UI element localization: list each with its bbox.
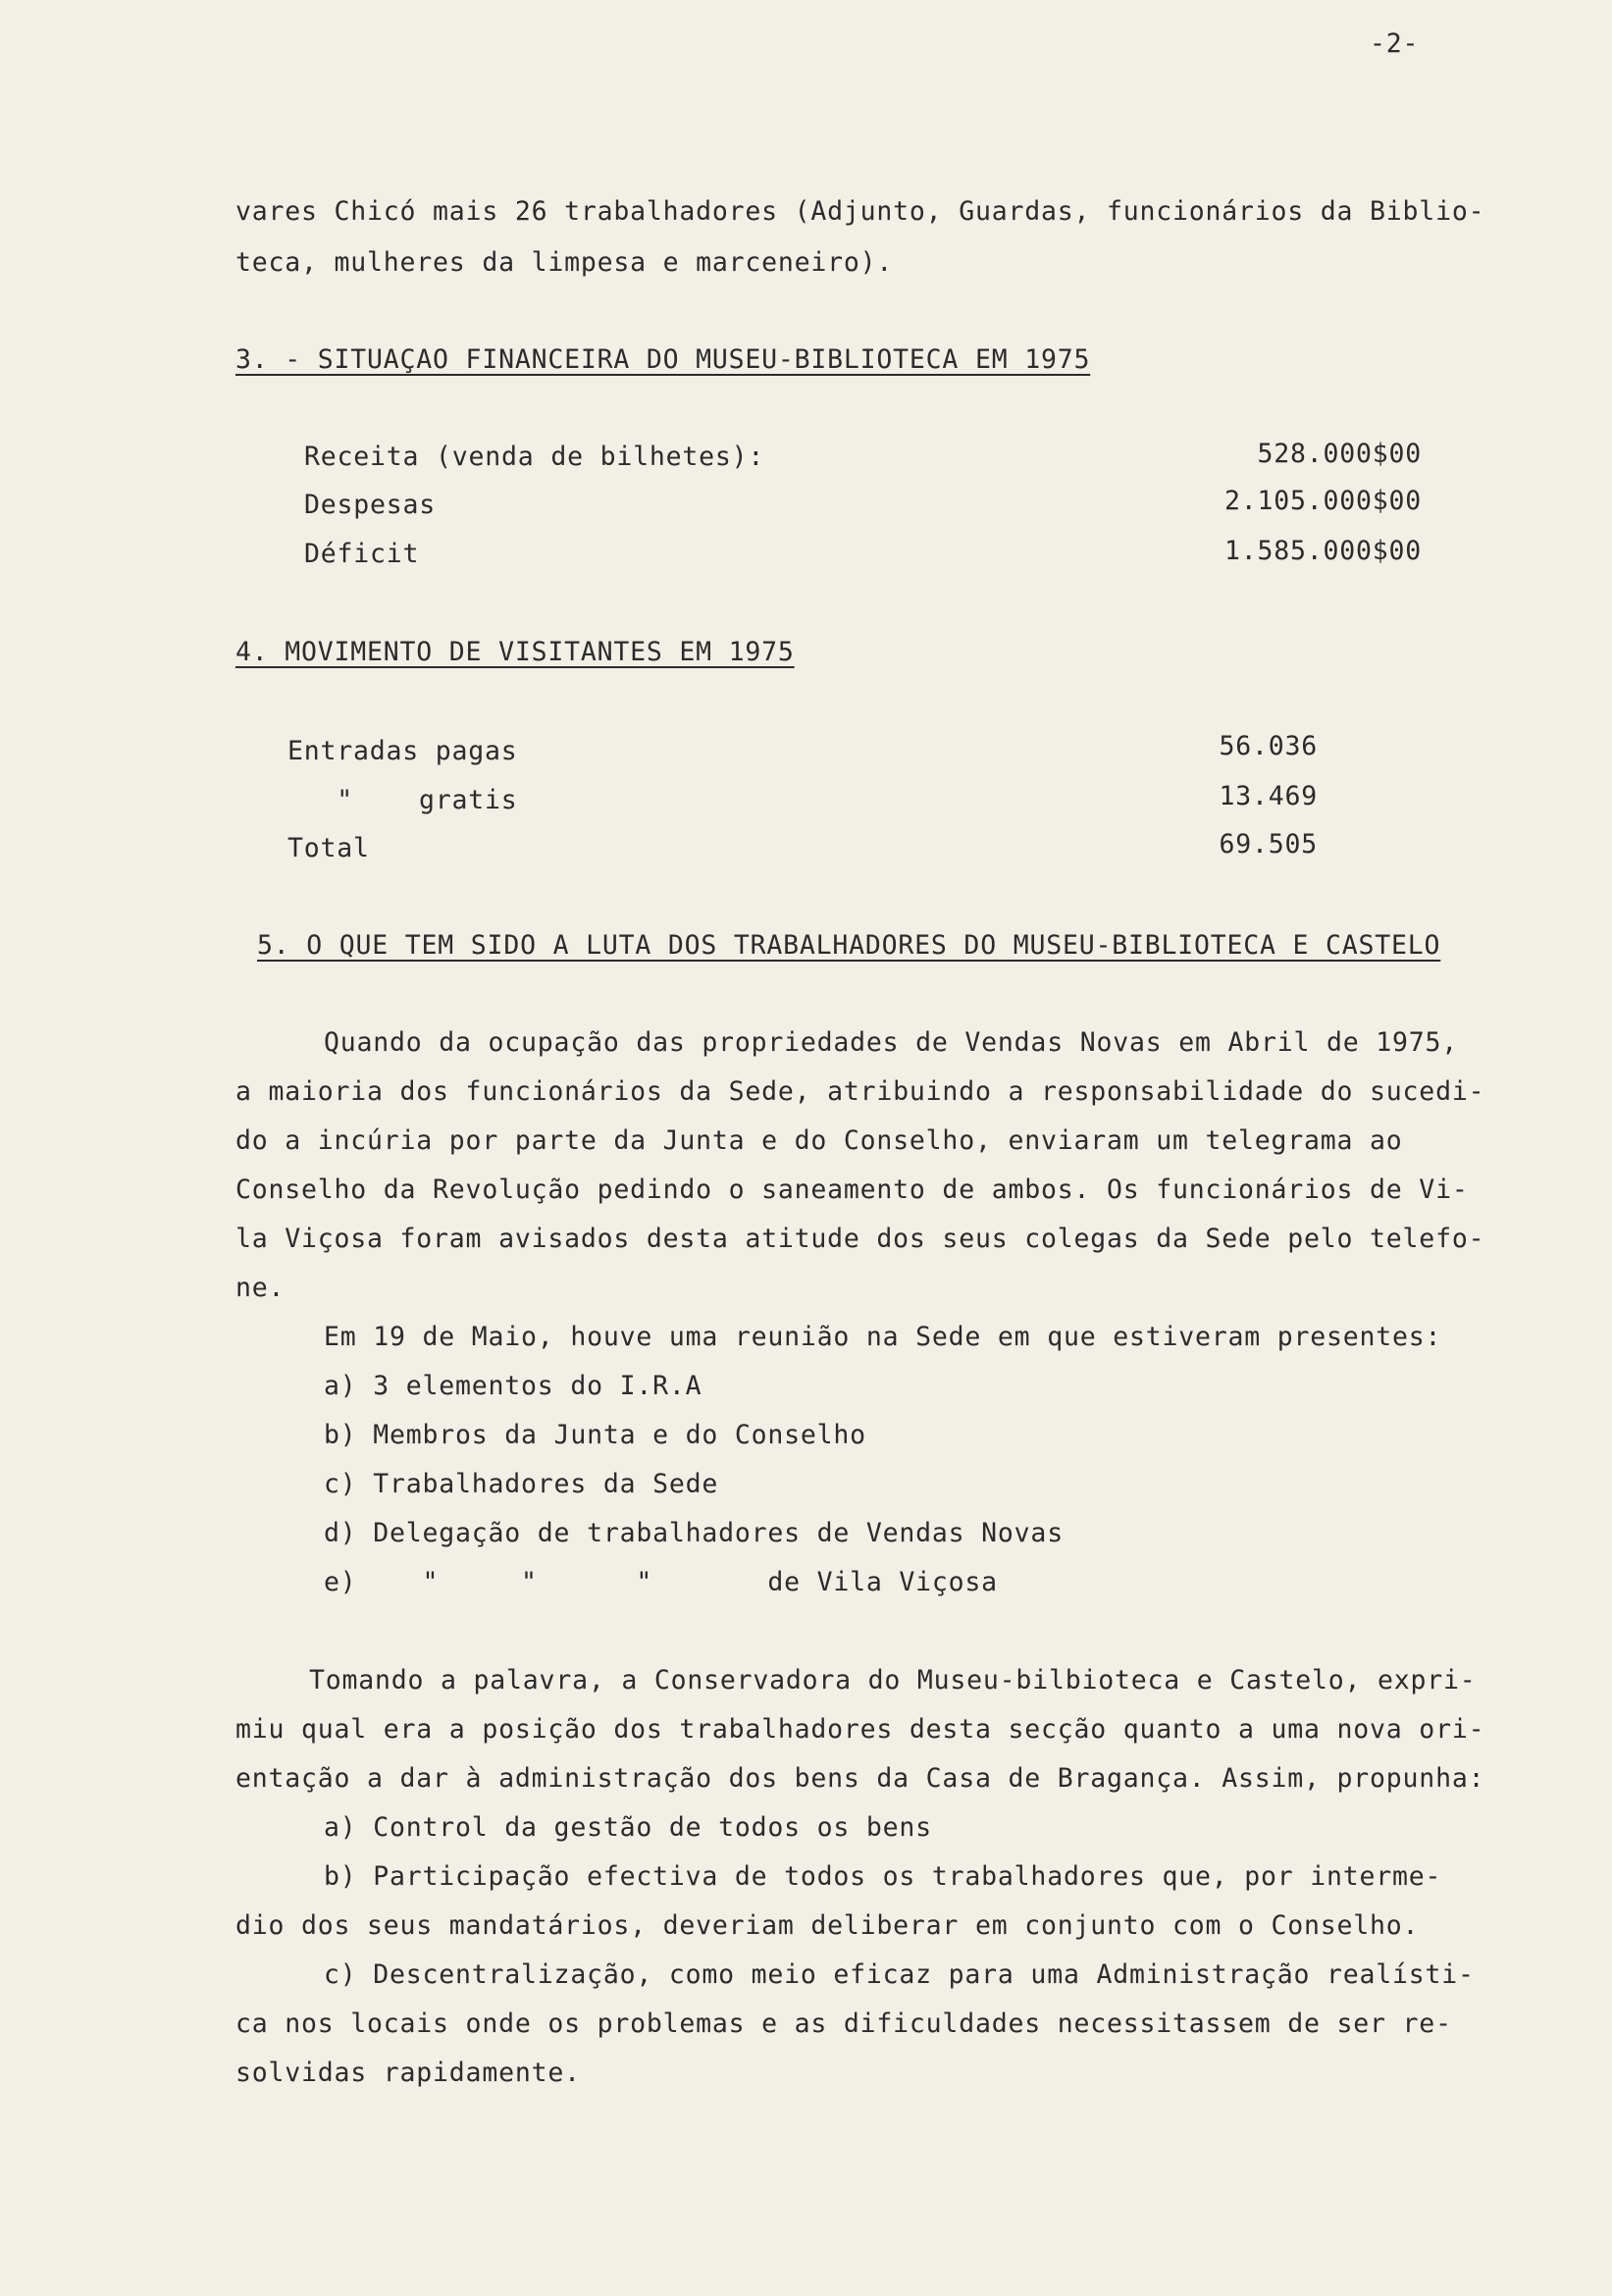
meeting-list-item: e) " " " de Vila Viçosa xyxy=(324,1567,998,1597)
paragraph-line: miu qual era a posição dos trabalhadores desta secção quanto a uma nova ori- xyxy=(235,1714,1485,1745)
finance-row-value: 528.000$00 xyxy=(1257,439,1422,469)
meeting-list-item: d) Delegação de trabalhadores de Vendas Novas xyxy=(324,1518,1064,1548)
proposal-item: b) Participação efectiva de todos os trabalhadores que, por interme- xyxy=(324,1861,1442,1892)
visitors-row-label: " gratis xyxy=(287,785,518,815)
meeting-intro: Em 19 de Maio, houve uma reunião na Sede em que estiveram presentes: xyxy=(324,1322,1442,1352)
finance-row-label: Despesas xyxy=(304,490,437,520)
meeting-list-item: b) Membros da Junta e do Conselho xyxy=(324,1420,866,1450)
paragraph-line: Conselho da Revolução pedindo o saneamento de ambos. Os funcionários de Vi- xyxy=(235,1174,1469,1205)
meeting-list-item: c) Trabalhadores da Sede xyxy=(324,1469,719,1499)
paragraph-line: la Viçosa foram avisados desta atitude dos seus colegas da Sede pelo telefo- xyxy=(235,1224,1485,1254)
proposal-item: solvidas rapidamente. xyxy=(235,2058,581,2088)
proposal-item: c) Descentralização, como meio eficaz para uma Administração realísti- xyxy=(324,1959,1475,1990)
page-number: -2- xyxy=(1370,28,1420,59)
visitors-row-value: 69.505 xyxy=(1219,829,1318,860)
visitors-row-label: Entradas pagas xyxy=(287,736,518,766)
proposal-item: dio dos seus mandatários, deveriam deliberar em conjunto com o Conselho. xyxy=(235,1910,1420,1941)
visitors-row-value: 56.036 xyxy=(1219,731,1318,761)
paragraph-line: Quando da ocupação das propriedades de Vendas Novas em Abril de 1975, xyxy=(324,1027,1459,1058)
paragraph-line: Tomando a palavra, a Conservadora do Museu-bilbioteca e Castelo, expri- xyxy=(309,1665,1477,1696)
finance-row-value: 2.105.000$00 xyxy=(1223,486,1422,516)
section-4-heading: 4. MOVIMENTO DE VISITANTES EM 1975 xyxy=(235,637,795,667)
paragraph-line: entação a dar à administração dos bens da Casa de Bragança. Assim, propunha: xyxy=(235,1763,1485,1794)
finance-row-label: Déficit xyxy=(304,539,420,569)
proposal-item: ca nos locais onde os problemas e as dificuldades necessitassem de ser re- xyxy=(235,2009,1452,2039)
visitors-row-value: 13.469 xyxy=(1219,781,1318,811)
finance-row-value: 1.585.000$00 xyxy=(1223,536,1422,566)
intro-line: teca, mulheres da limpesa e marceneiro). xyxy=(235,247,894,278)
section-3-heading: 3. - SITUAÇAO FINANCEIRA DO MUSEU-BIBLIOTECA EM 1975 xyxy=(235,344,1091,375)
paragraph-line: do a incúria por parte da Junta e do Conselho, enviaram um telegrama ao xyxy=(235,1125,1403,1156)
paragraph-line: a maioria dos funcionários da Sede, atribuindo a responsabilidade do sucedi- xyxy=(235,1076,1485,1107)
meeting-list-item: a) 3 elementos do I.R.A xyxy=(324,1371,702,1401)
paragraph-line: ne. xyxy=(235,1273,286,1303)
finance-row-label: Receita (venda de bilhetes): xyxy=(304,442,765,472)
section-5-heading: 5. O QUE TEM SIDO A LUTA DOS TRABALHADORES DO MUSEU-BIBLIOTECA E CASTELO xyxy=(257,930,1441,961)
visitors-row-label: Total xyxy=(287,833,370,863)
proposal-item: a) Control da gestão de todos os bens xyxy=(324,1812,932,1843)
intro-line: vares Chicó mais 26 trabalhadores (Adjunto, Guardas, funcionários da Biblio- xyxy=(235,196,1485,227)
